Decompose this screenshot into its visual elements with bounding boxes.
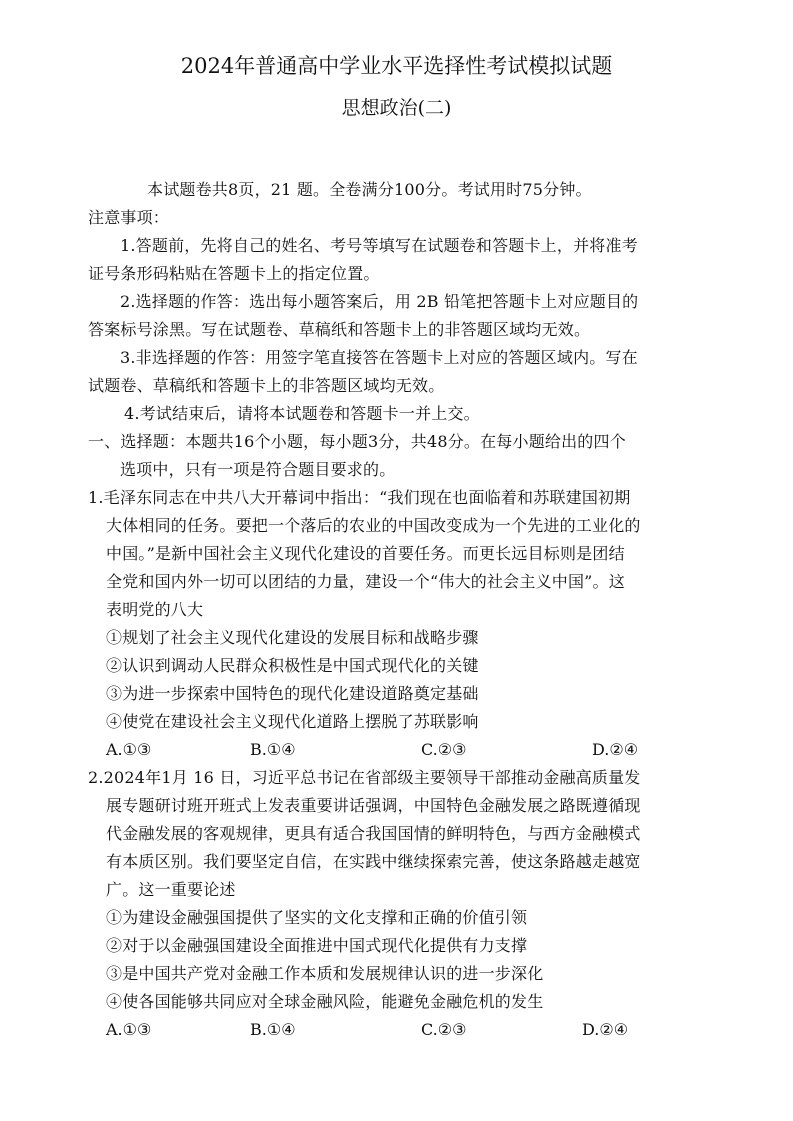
note-2-line-2: 答案标号涂黑。写在试题卷、草稿纸和答题卡上的非答题区域均无效。: [88, 320, 591, 339]
q1-option-b: B.①④: [250, 740, 296, 759]
section-1-line-2: 选项中，只有一项是符合题目要求的。: [120, 460, 396, 479]
q1-statement: ①规划了社会主义现代化建设的发展目标和战略步骤: [106, 628, 479, 647]
note-1-line-2: 证号条形码粘贴在答题卡上的指定位置。: [88, 264, 380, 283]
q2-stem-line: 代金融发展的客观规律，更具有适合我国国情的鲜明特色，与西方金融模式: [106, 824, 641, 843]
q1-statement: ③为进一步探索中国特色的现代化建设道路奠定基础: [106, 684, 479, 703]
q1-stem-line: 全党和国内外一切可以团结的力量，建设一个“伟大的社会主义中国”。这: [106, 572, 625, 591]
q2-stem-line: 广。这一重要论述: [106, 880, 236, 899]
note-1-line-1: 1.答题前，先将自己的姓名、考号等填写在试题卷和答题卡上，并将准考: [120, 236, 638, 255]
q2-option-b: B.①④: [250, 1020, 296, 1039]
q2-statement: ③是中国共产党对金融工作本质和发展规律认识的进一步深化: [106, 964, 544, 983]
q1-option-a: A.①③: [106, 740, 152, 759]
q1-option-c: C.②③: [421, 740, 467, 759]
note-4: 4.考试结束后，请将本试题卷和答题卡一并上交。: [124, 404, 480, 423]
q2-option-a: A.①③: [106, 1020, 152, 1039]
q2-statement: ②对于以金融强国建设全面推进中国式现代化提供有力支撑: [106, 936, 528, 955]
q2-stem-line: 展专题研讨班开班式上发表重要讲话强调，中国特色金融发展之路既遵循现: [106, 796, 641, 815]
q1-statement: ②认识到调动人民群众积极性是中国式现代化的关键: [106, 656, 479, 675]
notes-heading: 注意事项：: [88, 208, 170, 227]
page-title: 2024年普通高中学业水平选择性考试模拟试题: [180, 54, 613, 78]
q2-statement: ①为建设金融强国提供了坚实的文化支撑和正确的价值引领: [106, 908, 528, 927]
section-1-line-1: 一、选择题：本题共16个小题，每小题3分，共48分。在每小题给出的四个: [88, 432, 626, 451]
intro-text: 本试题卷共8页，21 题。全卷满分100分。考试用时75分钟。: [147, 180, 592, 199]
q2-option-d: D.②④: [582, 1020, 629, 1039]
q1-stem-line: 表明党的八大: [106, 600, 204, 619]
note-2-line-1: 2.选择题的作答：选出每小题答案后，用 2B 铅笔把答题卡上对应题目的: [120, 292, 639, 311]
q1-stem-line: 中国。”是新中国社会主义现代化建设的首要任务。而更长远目标则是团结: [106, 544, 625, 563]
note-3-line-1: 3.非选择题的作答：用签字笔直接答在答题卡上对应的答题区域内。写在: [120, 348, 638, 367]
q1-stem-line: 大体相同的任务。要把一个落后的农业的中国改变成为一个先进的工业化的: [106, 516, 641, 535]
q1-option-d: D.②④: [592, 740, 639, 759]
q2-stem-line: 2.2024年1月 16 日，习近平总书记在省部级主要领导干部推动金融高质量发: [88, 768, 641, 787]
page-subtitle: 思想政治(二): [341, 97, 452, 119]
q2-option-c: C.②③: [421, 1020, 467, 1039]
q1-statement: ④使党在建设社会主义现代化道路上摆脱了苏联影响: [106, 712, 479, 731]
note-3-line-2: 试题卷、草稿纸和答题卡上的非答题区域均无效。: [88, 376, 445, 395]
q1-stem-line: 1.毛泽东同志在中共八大开幕词中指出：“我们现在也面临着和苏联建国初期: [88, 488, 631, 507]
q2-statement: ④使各国能够共同应对全球金融风险，能避免金融危机的发生: [106, 992, 544, 1011]
q2-stem-line: 有本质区别。我们要坚定自信，在实践中继续探索完善，使这条路越走越宽: [106, 852, 641, 871]
